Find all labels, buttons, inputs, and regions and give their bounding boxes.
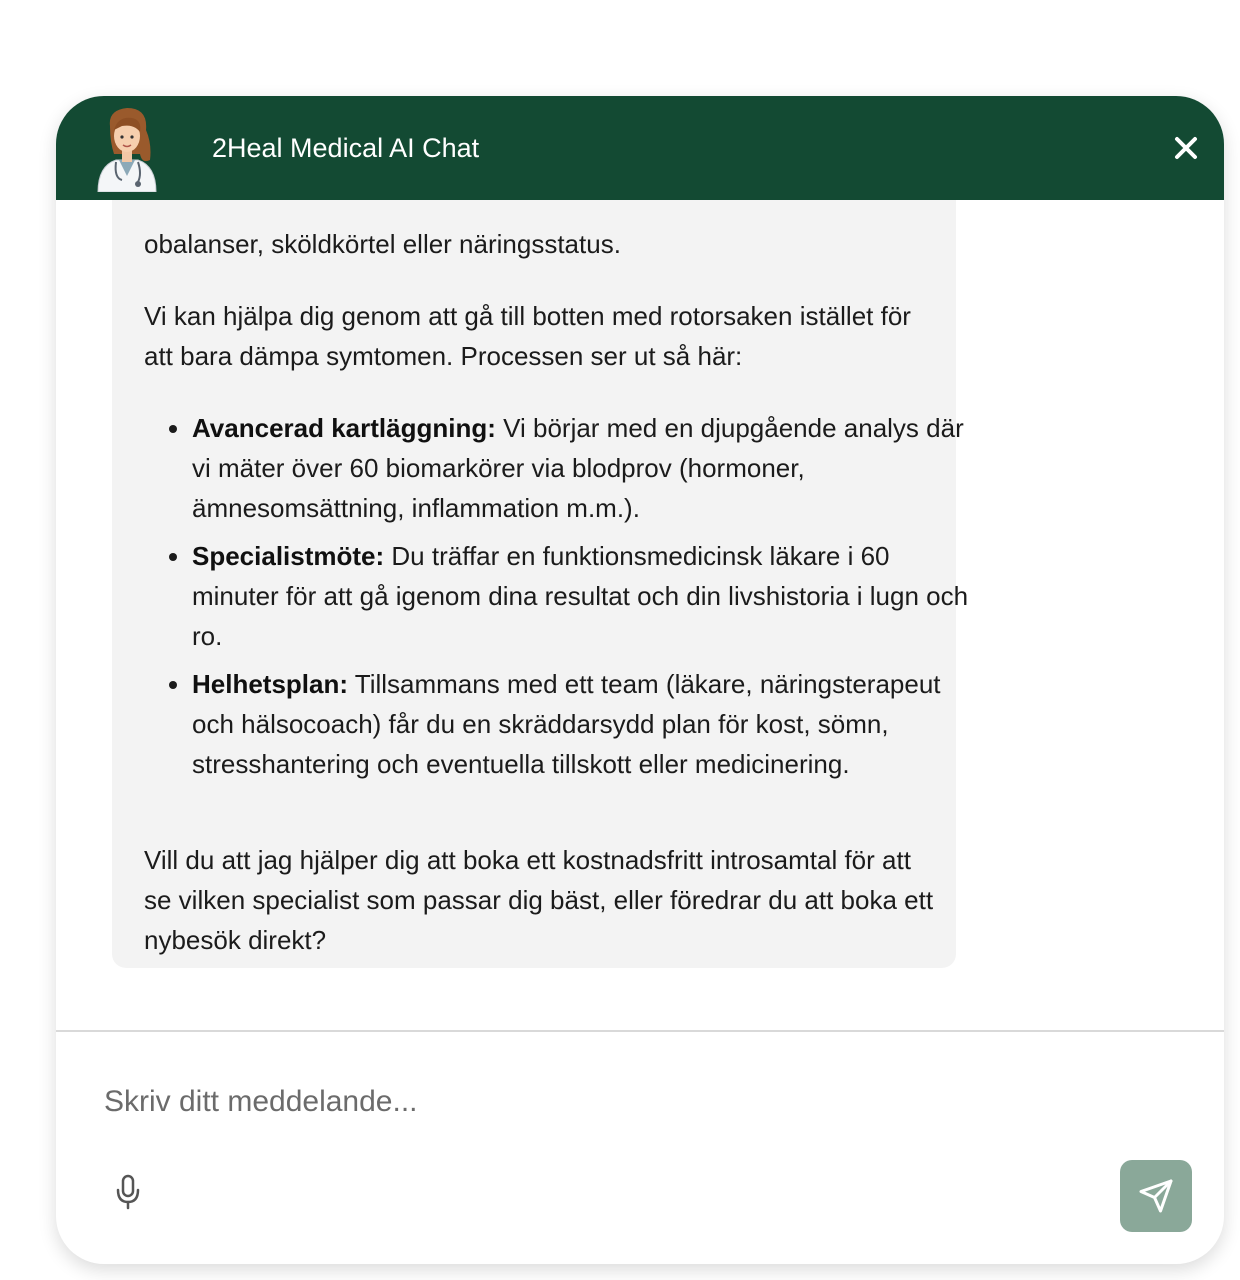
list-item	[192, 664, 982, 784]
message-outro: Vill du att jag hjälper dig att boka ett kostnadsfritt introsamtal för att se vilken specialist som passar dig bäst, eller föredrar du att boka ett nybesök direkt?	[144, 845, 934, 955]
list-item-title: Avancerad kartläggning:	[192, 413, 496, 443]
send-button[interactable]	[1120, 1160, 1192, 1232]
list-item-text: Du träffar en funktionsmedicinsk läkare i 60 minuter för att gå igenom dina resultat och din livshistoria i lugn och ro.	[192, 541, 969, 651]
message-list-items	[144, 408, 982, 792]
doctor-avatar-icon	[92, 104, 162, 192]
microphone-icon	[112, 1172, 144, 1212]
send-icon	[1138, 1178, 1174, 1214]
chat-window	[56, 96, 1224, 1264]
list-item-title: Helhetsplan:	[192, 669, 349, 699]
close-button[interactable]	[1168, 130, 1204, 166]
list-item-title: Specialistmöte:	[192, 541, 385, 571]
close-icon	[1174, 136, 1198, 160]
message-intro: Vi kan hjälpa dig genom att gå till botten med rotorsaken istället för att bara dämpa symtomen. Processen ser ut så här:	[144, 301, 911, 371]
list-item-text: Tillsammans med ett team (läkare, näringsterapeut och hälsocoach) får du en skräddarsydd plan för kost, sömn, stresshantering och eventuella tillskott eller medicinering.	[192, 669, 941, 779]
chat-title: 2Heal Medical AI Chat	[212, 133, 480, 163]
chat-header	[56, 96, 1224, 200]
message-partial-line: obalanser, sköldkörtel eller näringsstatus.	[144, 229, 621, 259]
message-list[interactable]	[56, 96, 1224, 1030]
assistant-message	[112, 144, 969, 968]
list-item	[192, 536, 982, 656]
message-input[interactable]	[102, 1072, 1166, 1132]
composer	[56, 1032, 1224, 1264]
list-item	[192, 408, 982, 528]
list-item-text: Vi börjar med en djupgående analys där vi mäter över 60 biomarkörer via blodprov (hormoner, ämnesomsättning, inflammation m.m.).	[192, 413, 964, 523]
microphone-button[interactable]	[112, 1172, 144, 1212]
